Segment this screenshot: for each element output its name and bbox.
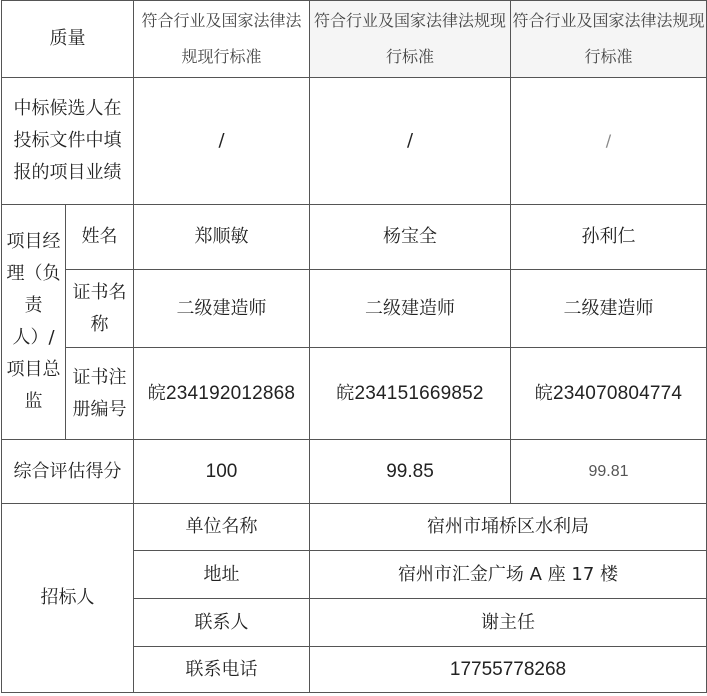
cert-number-label: 证书注册编号 [66, 348, 134, 440]
score-label: 综合评估得分 [2, 440, 134, 504]
manager-group-label: 项目经理（负责人）/项目总监 [2, 205, 66, 440]
unit-name-value: 宿州市埇桥区水利局 [310, 504, 707, 551]
cert-digits: 234151669852 [354, 382, 484, 404]
score-value-2: 99.85 [310, 440, 511, 504]
score-row [2, 440, 707, 504]
cert-name-1: 二级建造师 [134, 270, 310, 348]
cert-number-1 [134, 348, 310, 440]
score-value-3: 99.81 [511, 440, 707, 504]
unit-name-label: 单位名称 [134, 504, 310, 551]
phone-value: 17755778268 [310, 647, 707, 693]
cert-number-row [2, 348, 707, 440]
quality-value-2: 符合行业及国家法律法规现行标准 [310, 1, 511, 78]
tenderer-unit-row [2, 504, 707, 551]
cert-name-row [2, 270, 707, 348]
cert-prefix: 皖 [336, 382, 355, 404]
name-label: 姓名 [66, 205, 134, 270]
performance-value-1: / [134, 78, 310, 205]
tenderer-label: 招标人 [2, 504, 134, 693]
address-value: 宿州市汇金广场 A 座 17 楼 [310, 551, 707, 599]
cert-name-3: 二级建造师 [511, 270, 707, 348]
quality-value-3: 符合行业及国家法律法规现行标准 [511, 1, 707, 78]
performance-value-3: / [511, 78, 707, 205]
performance-row [2, 78, 707, 205]
score-value-1: 100 [134, 440, 310, 504]
performance-value-2: / [310, 78, 511, 205]
contact-label: 联系人 [134, 599, 310, 647]
manager-name-row [2, 205, 707, 270]
bid-result-table [1, 0, 707, 693]
cert-digits: 234070804774 [553, 382, 683, 404]
cert-digits: 234192012868 [166, 382, 296, 404]
address-label: 地址 [134, 551, 310, 599]
performance-label: 中标候选人在投标文件中填报的项目业绩 [2, 78, 134, 205]
phone-label: 联系电话 [134, 647, 310, 693]
cert-prefix: 皖 [534, 382, 553, 404]
cert-name-2: 二级建造师 [310, 270, 511, 348]
manager-name-3: 孙利仁 [511, 205, 707, 270]
cert-number-3 [511, 348, 707, 440]
cert-prefix: 皖 [147, 382, 166, 404]
cert-number-2 [310, 348, 511, 440]
manager-name-2: 杨宝全 [310, 205, 511, 270]
quality-value-1: 符合行业及国家法律法规现行标准 [134, 1, 310, 78]
quality-label: 质量 [2, 1, 134, 78]
manager-name-1: 郑顺敏 [134, 205, 310, 270]
contact-value: 谢主任 [310, 599, 707, 647]
cert-name-label: 证书名称 [66, 270, 134, 348]
quality-row [2, 1, 707, 78]
